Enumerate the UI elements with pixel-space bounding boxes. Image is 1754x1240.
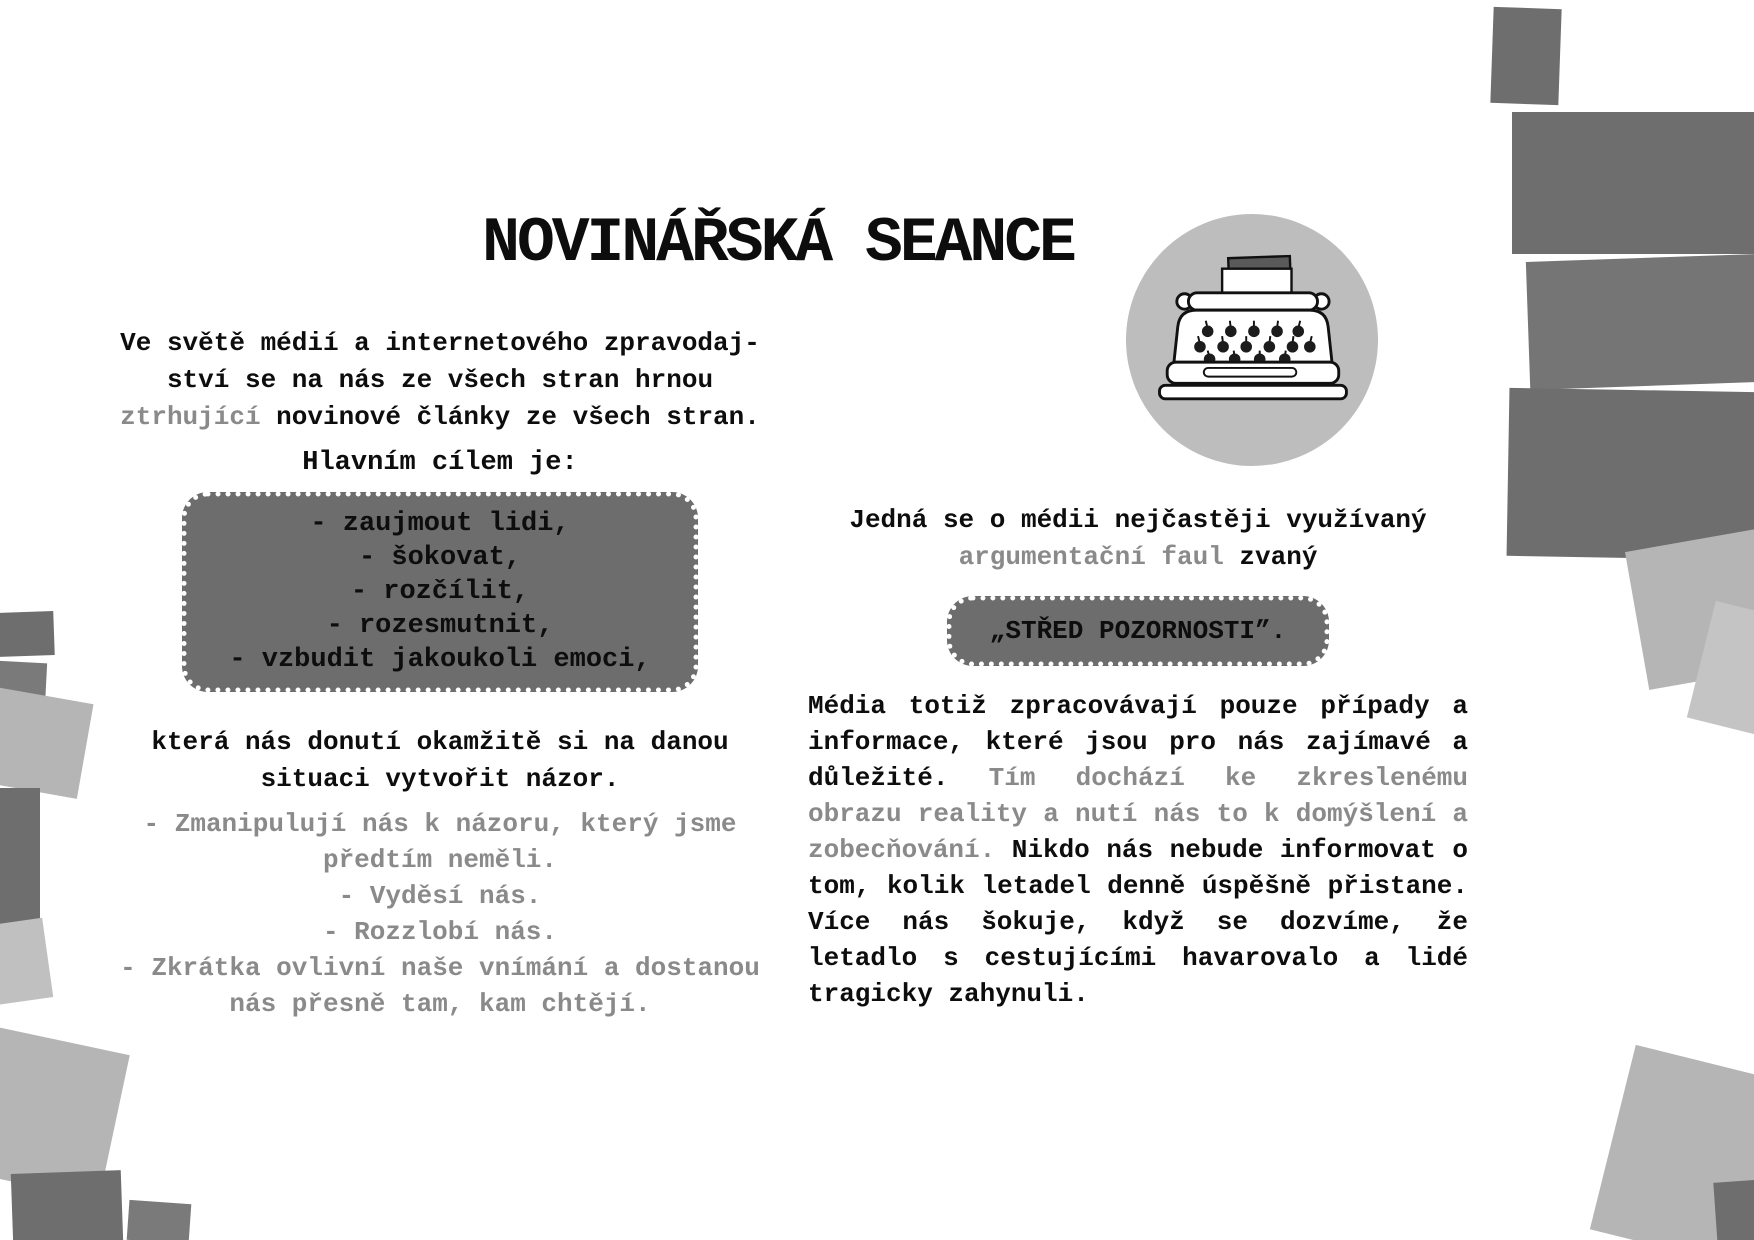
effect-item: - Zkrátka ovlivní naše vnímání a dostanou nás přesně tam, kam chtějí. xyxy=(120,953,760,1019)
goal-item: - vzbudit jakoukoli emoci, xyxy=(229,645,651,675)
goal-heading: Hlavním cílem je: xyxy=(302,448,578,478)
paper-collage-decoration xyxy=(1512,112,1754,254)
paper-collage-decoration xyxy=(1490,7,1561,105)
body-segment: Nikdo nás nebude informovat o tom, kolik letadel denně úspěšně přistane. Více nás šokuje, když se dozvíme, že letadlo s cestujícími havarovalo a lidé tragicky zahynuli. xyxy=(808,835,1468,1009)
right-column xyxy=(808,502,1468,1012)
paper-collage-decoration xyxy=(0,788,40,936)
paper-collage-decoration xyxy=(11,1170,123,1240)
paper-collage-decoration xyxy=(127,1200,192,1240)
body-paragraph xyxy=(808,688,1468,1012)
intro-line: novinové články ze všech stran. xyxy=(260,402,760,432)
goals-box xyxy=(182,492,698,692)
intro-paragraph xyxy=(100,325,780,436)
lead-text xyxy=(808,502,1468,576)
term-label: „STŘED POZORNOSTI”. xyxy=(989,616,1287,646)
intro-line: Ve světě médií a internetového zpravodaj- xyxy=(120,328,760,358)
paper-collage-decoration xyxy=(1507,388,1754,560)
intro-highlight: ztrhující xyxy=(120,402,261,432)
goal-item: - šokovat, xyxy=(358,543,522,573)
body-highlight: Tím dochází ke zkreslenému obrazu reality a nutí nás to k domýšlení a zobecňování. xyxy=(808,763,1468,865)
effects-list xyxy=(100,806,780,1022)
effect-item: - Vyděsí nás. xyxy=(338,881,542,911)
page-title: NOVINÁŘSKÁ SEANCE xyxy=(482,208,1074,279)
lead-highlight: argumentační faul xyxy=(958,542,1224,572)
paper-collage-decoration xyxy=(1713,1177,1754,1240)
paper-collage-decoration xyxy=(0,611,55,657)
term-box xyxy=(947,596,1329,666)
typewriter-illustration-circle xyxy=(1126,214,1378,466)
goal-item: - rozčílit, xyxy=(350,577,530,607)
effect-item: - Zmanipulují nás k názoru, který jsme předtím neměli. xyxy=(143,809,737,875)
goal-item: - zaujmout lidi, xyxy=(310,509,570,539)
body-segment: Média totiž zpracovávají pouze případy a informace, které jsou pro nás zajímavé a důležité. xyxy=(808,691,1468,793)
lead-line: zvaný xyxy=(1223,542,1318,572)
effect-item: - Rozzlobí nás. xyxy=(322,917,558,947)
paper-collage-decoration xyxy=(0,918,53,1006)
paper-collage-decoration xyxy=(0,685,93,799)
left-column xyxy=(100,325,780,1022)
typewriter-icon xyxy=(1146,249,1358,431)
paper-collage-decoration xyxy=(1526,254,1754,390)
intro-line: ství se na nás ze všech stran hrnou xyxy=(166,365,714,395)
goal-item: - rozesmutnit, xyxy=(326,611,554,641)
lead-line: Jedná se o médii nejčastěji využívaný xyxy=(849,505,1427,535)
consequence-text: která nás donutí okamžitě si na danou situaci vytvořit názor. xyxy=(151,727,729,794)
